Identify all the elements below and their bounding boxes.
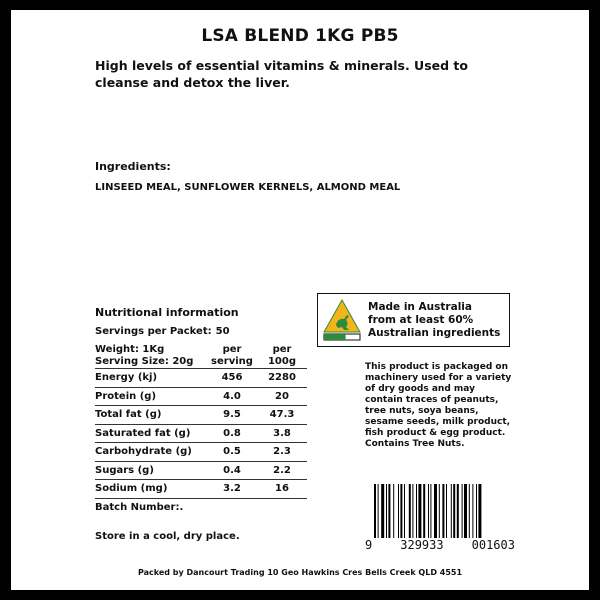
batch-number: Batch Number:.: [95, 502, 184, 513]
nutrient-name: Sodium (mg): [95, 483, 168, 495]
per-serving-value: 9.5: [223, 409, 241, 421]
barcode-bar: [428, 484, 429, 538]
per-100g-value: 2.2: [273, 464, 291, 476]
barcode-bar: [464, 484, 467, 538]
nutrition-table-header: [95, 342, 307, 369]
mia-line-2: from at least 60%: [368, 313, 474, 326]
per-serving-value: 0.8: [223, 427, 241, 439]
barcode-bar: [393, 484, 394, 538]
per-serving-value: 4.0: [223, 390, 241, 402]
barcode-bar: [378, 484, 379, 538]
packed-by: Packed by Dancourt Trading 10 Geo Hawkins Cres Bells Creek QLD 4551: [137, 568, 463, 577]
barcode-bar: [400, 484, 402, 538]
barcode-first-digit: 9: [365, 538, 373, 552]
nutrition-rows: [95, 369, 307, 499]
per-serving-value: 3.2: [223, 483, 241, 495]
barcode-bar: [442, 484, 444, 538]
barcode-number: [365, 538, 515, 552]
barcode-group-1: 329933: [400, 538, 444, 552]
weight-label: Weight: 1Kg: [95, 344, 165, 355]
barcode-bar: [416, 484, 417, 538]
nutrition-row: [95, 388, 307, 407]
barcode-bar: [446, 484, 447, 538]
barcode-bar: [398, 484, 399, 538]
nutrient-name: Carbohydrate (g): [95, 446, 192, 458]
servings-value: 50: [215, 326, 230, 337]
barcode-bar: [469, 484, 470, 538]
nutrition-row: [95, 462, 307, 481]
nutrient-name: Energy (kj): [95, 372, 158, 384]
col-per-serving: per serving: [211, 344, 253, 367]
barcode-bar: [374, 484, 376, 538]
nutrition-heading: Nutritional information: [95, 306, 239, 319]
barcode-bar: [409, 484, 411, 538]
product-description: High levels of essential vitamins & minerals. Used to cleanse and detox the liver.: [95, 58, 468, 90]
storage-instructions: Store in a cool, dry place.: [95, 531, 240, 542]
mia-line-3: Australian ingredients: [368, 326, 501, 339]
barcode-bar: [404, 484, 405, 538]
mia-line-1: Made in Australia: [368, 300, 472, 313]
barcode-bar: [388, 484, 390, 538]
barcode: [374, 484, 509, 538]
nutrient-name: Protein (g): [95, 390, 157, 402]
barcode-bar: [418, 484, 421, 538]
product-label: [11, 10, 589, 590]
per-100g-value: 47.3: [269, 409, 295, 421]
kangaroo-triangle-icon: [322, 298, 362, 342]
nutrition-row: [95, 406, 307, 425]
per-100g-value: 2.3: [273, 446, 291, 458]
nutrient-name: Saturated fat (g): [95, 427, 191, 439]
product-title: LSA BLEND 1KG PB5: [201, 26, 399, 46]
serving-size-label: Serving Size: 20g: [95, 356, 194, 367]
made-in-australia-text: [368, 301, 500, 340]
per-100g-value: 3.8: [273, 427, 291, 439]
servings-per-packet: [95, 326, 230, 337]
nutrition-row: [95, 443, 307, 462]
col-per-100g: per 100g: [267, 344, 297, 367]
nutrition-row: [95, 425, 307, 444]
barcode-bar: [386, 484, 387, 538]
barcode-bar: [423, 484, 425, 538]
barcode-bar: [476, 484, 477, 538]
barcode-bar: [472, 484, 473, 538]
per-serving-value: 0.4: [223, 464, 241, 476]
barcode-bar: [430, 484, 431, 538]
barcode-bar: [462, 484, 463, 538]
ingredients-list: LINSEED MEAL, SUNFLOWER KERNELS, ALMOND MEAL: [95, 182, 401, 193]
barcode-bar: [434, 484, 437, 538]
barcode-bar: [412, 484, 413, 538]
per-serving-value: 0.5: [223, 446, 241, 458]
barcode-bar: [478, 484, 481, 538]
nutrient-name: Total fat (g): [95, 409, 162, 421]
servings-label: Servings per Packet:: [95, 326, 212, 337]
weight-serving-size: [95, 344, 207, 368]
per-100g-value: 16: [275, 483, 289, 495]
barcode-bar: [457, 484, 459, 538]
per-serving-value: 456: [221, 372, 243, 384]
barcode-bar: [451, 484, 452, 538]
per-100g-value: 2280: [268, 372, 296, 384]
barcode-group-2: 001603: [471, 538, 515, 552]
barcode-bar: [381, 484, 384, 538]
per-100g-value: 20: [275, 390, 289, 402]
made-in-australia-badge: [317, 293, 510, 347]
nutrition-row: [95, 480, 307, 499]
nutrition-row: [95, 369, 307, 388]
barcode-bar: [453, 484, 455, 538]
ingredients-heading: Ingredients:: [95, 160, 171, 173]
allergen-statement: This product is packaged on machinery used for a variety of dry goods and may contain traces of peanuts, tree nuts, soya beans, sesame seeds, milk product, fish product & egg product. Contains Tree Nuts.: [365, 362, 512, 449]
nutrition-table: [95, 342, 307, 499]
nutrient-name: Sugars (g): [95, 464, 154, 476]
barcode-bar: [439, 484, 440, 538]
